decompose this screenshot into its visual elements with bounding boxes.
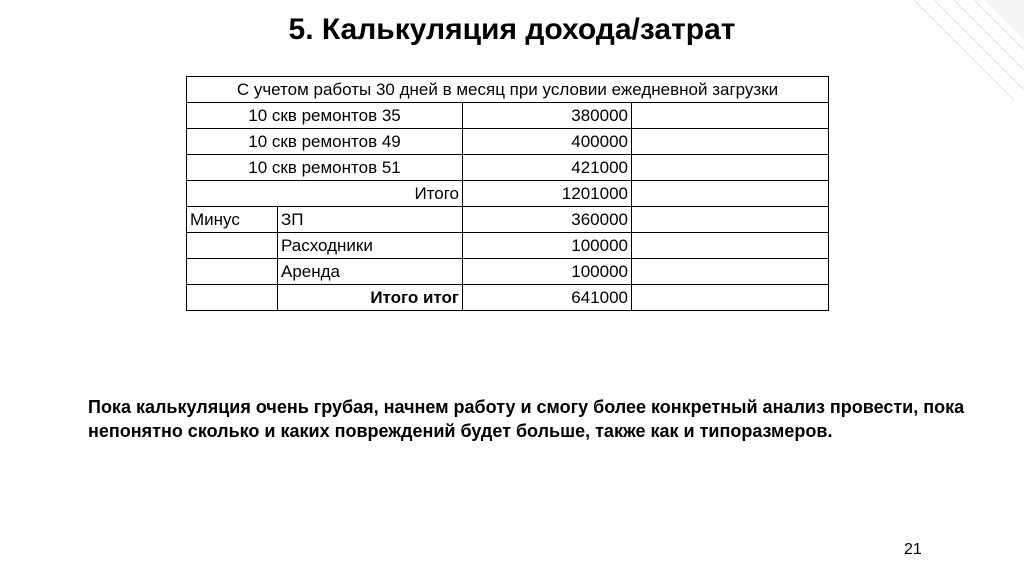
expense-value: 100000: [463, 233, 632, 259]
empty-cell: [187, 259, 278, 285]
expense-label: Аренда: [278, 259, 463, 285]
empty-cell: [632, 155, 829, 181]
table-header: С учетом работы 30 дней в месяц при условии ежедневной загрузки: [187, 77, 829, 103]
table-row: [187, 129, 829, 155]
expense-value: 100000: [463, 259, 632, 285]
empty-cell: [632, 207, 829, 233]
table-row: [187, 103, 829, 129]
income-value: 400000: [463, 129, 632, 155]
total-label: Итого итог: [278, 285, 463, 311]
expense-value: 360000: [463, 207, 632, 233]
empty-cell: [632, 285, 829, 311]
empty-cell: [632, 181, 829, 207]
expense-label: Расходники: [278, 233, 463, 259]
table-header-row: [187, 77, 829, 103]
calculation-table: [186, 76, 829, 311]
income-label: 10 скв ремонтов 35: [187, 103, 463, 129]
subtotal-value: 1201000: [463, 181, 632, 207]
table-row: [187, 259, 829, 285]
empty-cell: [187, 285, 278, 311]
empty-cell: [187, 233, 278, 259]
income-value: 380000: [463, 103, 632, 129]
empty-cell: [632, 233, 829, 259]
subtotal-label: Итого: [187, 181, 463, 207]
note-text: Пока калькуляция очень грубая, начнем работу и смогу более конкретный анализ провести, пока непонятно сколько и каких повреждений будет больше, также как и типоразмеров.: [88, 397, 965, 441]
table-row: [187, 207, 829, 233]
income-value: 421000: [463, 155, 632, 181]
table-row: [187, 181, 829, 207]
income-label: 10 скв ремонтов 51: [187, 155, 463, 181]
empty-cell: [632, 259, 829, 285]
table-row: [187, 285, 829, 311]
minus-label: Минус: [187, 207, 278, 233]
page-number: 21: [904, 541, 922, 558]
income-label: 10 скв ремонтов 49: [187, 129, 463, 155]
table-row: [187, 155, 829, 181]
slide-title: 5. Калькуляция дохода/затрат: [288, 13, 736, 46]
empty-cell: [632, 129, 829, 155]
expense-label: ЗП: [278, 207, 463, 233]
table-row: [187, 233, 829, 259]
empty-cell: [632, 103, 829, 129]
total-value: 641000: [463, 285, 632, 311]
